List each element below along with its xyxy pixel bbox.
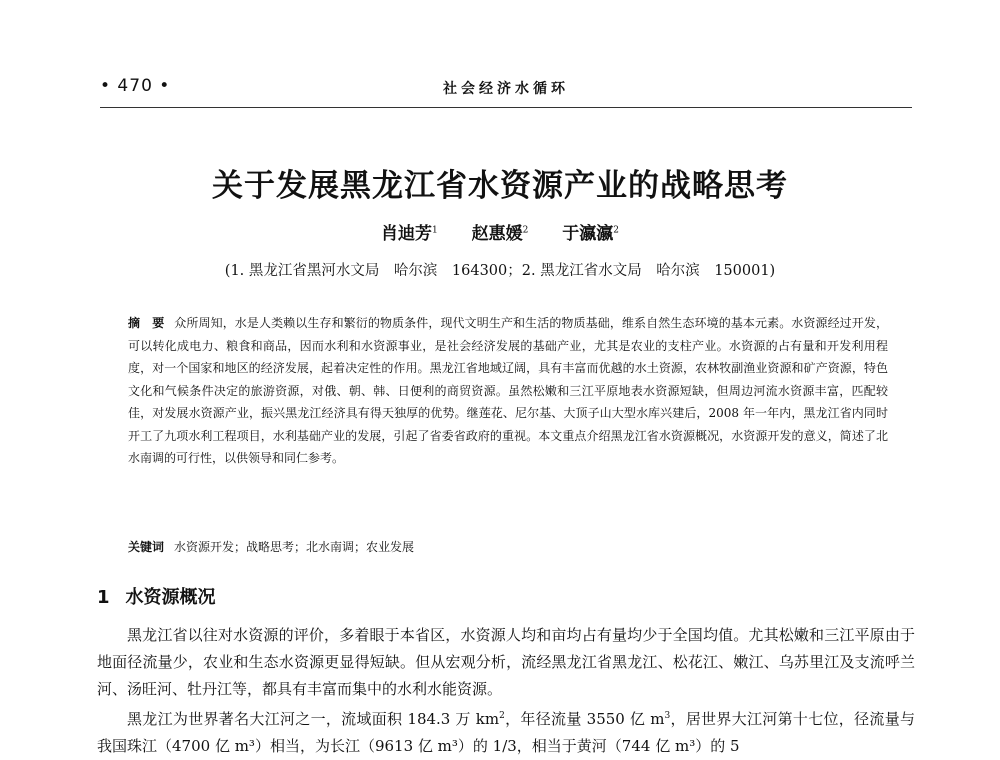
running-header xyxy=(100,76,912,106)
keywords-label: 关键词 xyxy=(128,540,165,554)
body-text xyxy=(97,622,915,760)
section-title: 水资源概况 xyxy=(125,587,216,608)
page-number: • 470 • xyxy=(100,76,171,96)
affiliation: (1. 黑龙江省黑河水文局 哈尔滨 164300；2. 黑龙江省水文局 哈尔滨 150001) xyxy=(224,263,776,279)
keywords xyxy=(128,536,888,558)
paragraph: 黑龙江为世界著名大江河之一，流域面积 184.3 万 $km^2$，年径流量 3550 亿 $m^3$，居世界大江河第十七位，径流量与我国珠江（4700 亿 m³）相当，为长江（9613 亿 m³）的 1/3，相当于黄河（744 亿 m³）的 5 xyxy=(97,710,915,755)
author: 肖迪芳$^1$ xyxy=(380,224,438,244)
abstract xyxy=(128,312,888,470)
section-heading xyxy=(97,583,216,609)
abstract-text: 众所周知，水是人类赖以生存和繁衍的物质条件，现代文明生产和生活的物质基础，维系自然生态环境的基本元素。水资源经过开发，可以转化成电力、粮食和商品，因而水利和水资源事业，是社会经济发展的基础产业，尤其是农业的支柱产业。水资源的占有量和开发利用程度，对一个国家和地区的经济发展，起着决定性的作用。黑龙江省地域辽阔，具有丰富而优越的水土资源，农林牧副渔业资源和矿产资源，特色文化和气候条件决定的旅游资源，对俄、朝、韩、日便利的商贸资源。虽然松嫩和三江平原地表水资源短缺，但周边河流水资源丰富，匹配较佳，对发展水资源产业，振兴黑龙江经济具有得天独厚的优势。继莲花、尼尔基、大顶子山大型水库兴建后，2008 年一年内，黑龙江省内同时开工了九项水利工程项目，水利基础产业的发展，引起了省委省政府的重视。本文重点介绍黑龙江省水资源概况，水资源开发的意义，简述了北水南调的可行性，以供领导和同仁参考。 xyxy=(128,316,888,465)
author-list xyxy=(0,219,1000,244)
running-title: 社会经济水循环 xyxy=(443,81,569,97)
keywords-text: 水资源开发；战略思考；北水南调；农业发展 xyxy=(174,540,415,554)
paper-title: 关于发展黑龙江省水资源产业的战略思考 xyxy=(212,168,788,204)
abstract-label: 摘 要 xyxy=(128,316,165,330)
paragraph: 黑龙江省以往对水资源的评价，多着眼于本省区，水资源人均和亩均占有量均少于全国均值。尤其松嫩和三江平原由于地面径流量少，农业和生态水资源更显得短缺。但从宏观分析，流经黑龙江省黑龙江、松花江、嫩江、乌苏里江及支流呼兰河、汤旺河、牡丹江等，都具有丰富而集中的水利水能资源。 xyxy=(97,626,915,698)
author: 于瀛瀛$^2$ xyxy=(562,224,620,244)
section-number: 1 xyxy=(97,587,110,608)
header-rule xyxy=(100,107,912,108)
author: 赵惠媛$^2$ xyxy=(471,224,529,244)
